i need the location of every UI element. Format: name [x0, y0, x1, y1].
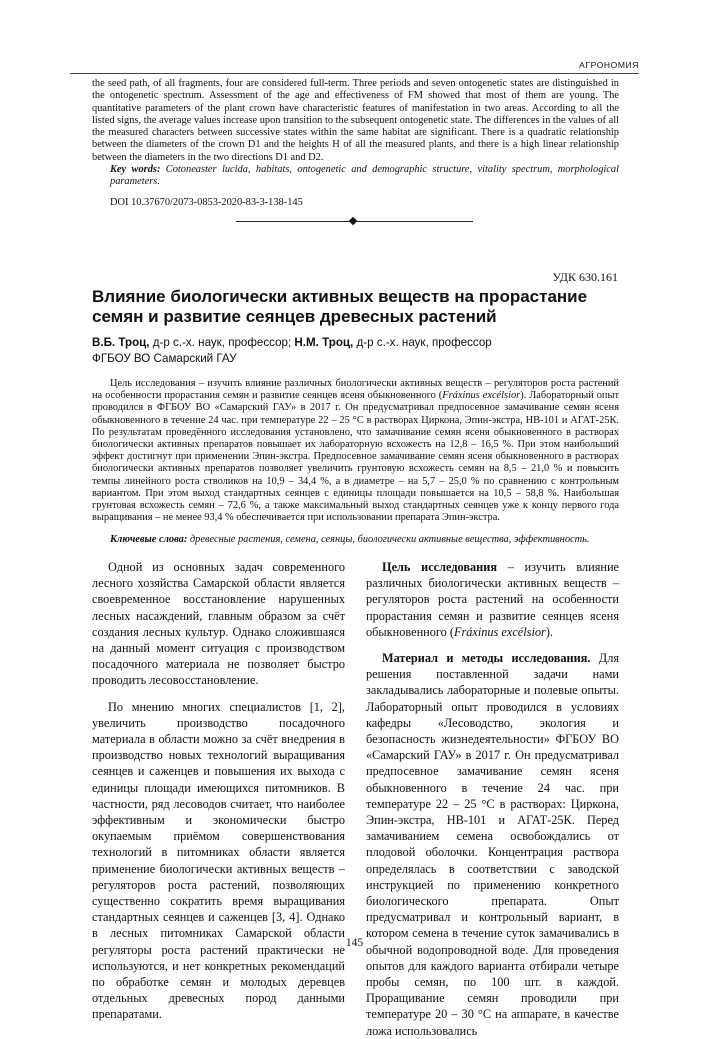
udc-code: УДК 630.161	[552, 270, 618, 284]
russian-abstract-species: Fráxinus excélsior	[442, 390, 521, 402]
goal-label: Цель исследования	[382, 560, 498, 574]
author-2-role: д-р с.-х. наук, профессор	[353, 336, 492, 349]
goal-paragraph	[366, 559, 619, 640]
methods-paragraph	[366, 650, 619, 1039]
body-paragraph-1: Одной из основных задач современного лесного хозяйства Самарской области является своевременное восстановление нарушенных лесных насаждений, главным образом за счёт создания лесных культур. Однако сложившаяся на данный момент ситуация с производством посадочного материала не позволяет быстро проводить лесовосстановление.	[92, 560, 345, 688]
russian-keywords-label: Ключевые слова:	[110, 534, 188, 545]
diamond-icon	[349, 217, 357, 225]
body-paragraph-2: По мнению многих специалистов [1, 2], увеличить производство посадочного материала в области можно за счёт внедрения в производство новых технологий выращивания сеянцев и саженцев и повышения их выхода с единицы площади имеющихся питомников. В частности, ряд лесоводов считает, что наиболее эффективным и экономически быстро окупаемым приёмом совершенствования технологий в питомниках области является применение биологически активных веществ – регуляторов роста растений, позволяющих существенно сократить время выращивания стандартных сеянцев и саженцев [3, 4]. Однако в лесных питомниках Самарской области регуляторы роста растений практически не используются, и нет конкретных рекомендаций по обработке семян и молодых деревцев отдельных древесных пород данными препаратами.	[92, 699, 345, 1022]
english-keywords-text: Cotoneaster lucida, habitats, ontogenetic and demographic structure, vitality spectrum, morphological parameters.	[110, 164, 619, 188]
english-abstract-text: the seed path, of all fragments, four are considered full-term. Three periods and seven ontogenetic states are distinguished in the ontogenetic spectrum. Assessment of the age and effectiveness of FM showed that most of them are young. The quantitative parameters of the plant crown have characteristic features of manifestation in two areas. According to all the listed signs, the average values increase upon transition to the subsequent ontogenetic state. The differences in the values of all the measured characters between successive states within the same habitat are significant. There is a quadratic relationship between the diameters of the crown D1 and the heights H of all the measured plants, and there is a high linear relationship between the diameters in the two directions D1 and D2.	[92, 78, 619, 163]
section-label: АГРОНОМИЯ	[579, 60, 639, 70]
russian-keywords-text: древесные растения, семена, сеянцы, биологически активные вещества, эффективность.	[187, 534, 590, 545]
section-divider	[236, 218, 473, 226]
english-abstract	[92, 78, 619, 209]
authors-block	[92, 335, 622, 366]
english-keywords	[92, 164, 619, 189]
goal-text-b: ).	[545, 624, 553, 639]
russian-abstract-part-a: Цель исследования – изучить влияние различных биологически активных веществ – регуляторов роста растений на особенности прорастания семян и развитие сеянцев ясеня обыкновенного (	[92, 378, 619, 402]
methods-label: Материал и методы исследования.	[382, 651, 591, 666]
english-keywords-label: Key words:	[110, 164, 161, 176]
doi: DOI 10.37670/2073-0853-2020-83-3-138-145	[110, 196, 303, 208]
russian-abstract-part-b: ). Лабораторный опыт проводился в ФГБОУ ВО «Самарский ГАУ» в 2017 г. Он предусматривал предпосевное замачивание семян ясеня обыкновенного в течение 24 час. при температуре 22 – 25 °C в растворах Циркона, Эпин-экстра, НВ-101 и АГАТ-25К. По результатам проведённого исследования установлено, что замачивание семян ясеня обыкновенного в растворах биологически активных препаратов повышает их лабораторную всхожесть на 12,8 – 16,5 %. При этом наибольший эффект достигнут при применении Эпин-экстра. Предпосевное замачивание семян ясеня обыкновенного в растворах биологически активных препаратов позволяет увеличить грунтовую всхожесть семян на 8,5 – 21,0 % и повысить темпы линейного роста стволиков на 10,9 – 34,4 %, а в диаметре – на 5,7 – 25,0 % по сравнению с контрольным вариантом. При этом выход стандартных сеянцев с единицы площади повышается на 10,5 – 58,8 %. Наибольшая грунтовая всхожесть семян – 72,6 %, а также максимальный выход стандартных сеянцев уже к концу первого года выращивания – не менее 93,4 % обеспечивается при использовании препарата Эпин-экстра.	[92, 390, 619, 524]
header-rule	[70, 73, 639, 74]
author-1-role: д-р с.-х. наук, профессор;	[149, 336, 295, 349]
author-1-name: В.Б. Троц,	[92, 336, 150, 349]
goal-text-a: – изучить влияние различных биологически активных веществ – регуляторов роста растений на особенности прорастания семян и развитие сеянцев ясеня обыкновенного (	[366, 560, 619, 639]
authors-line	[92, 335, 622, 351]
goal-species: Fráxinus excélsior	[453, 624, 546, 639]
methods-text: Для решения поставленной задачи нами закладывались лабораторные и полевые опыты. Лабораторный опыт проводился в условиях кафедры «Лесоводство, экология и безопасность жизнедеятельности» ФГБОУ ВО «Самарский ГАУ» в 2017 г. Он предусматривал предпосевное замачивание семян ясеня обыкновенного в течение 24 час. при температуре 22 – 25 °C в растворах: Циркона, Эпин-экстра, НВ-101 и АГАТ-25К. Перед замачиванием семена освобождались от плодовой оболочки. Концентрация раствора определялась в соответствии с заводской инструкцией по применению конкретного биологического препарата. Опыт предусматривал и контрольный вариант, в котором семена в течение суток замачивались в обычной водопроводной воде. Для проведения опытов для каждого варианта отбирали четыре пробы семян, по 100 шт. в каждой. Проращивание семян проводили при температуре 20 – 30 °C на аппарате, в качестве ложа использовались	[366, 651, 619, 1038]
affiliation: ФГБОУ ВО Самарский ГАУ	[92, 351, 237, 365]
page-number: 145	[345, 937, 364, 949]
body-column-right	[366, 559, 619, 1039]
body-column-left	[92, 559, 345, 1023]
author-2-name: Н.М. Троц,	[294, 336, 354, 349]
russian-abstract	[92, 378, 619, 524]
article-title: Влияние биологически активных веществ на прорастание семян и развитие сеянцев древесных растений	[92, 287, 588, 326]
russian-keywords	[92, 534, 619, 546]
